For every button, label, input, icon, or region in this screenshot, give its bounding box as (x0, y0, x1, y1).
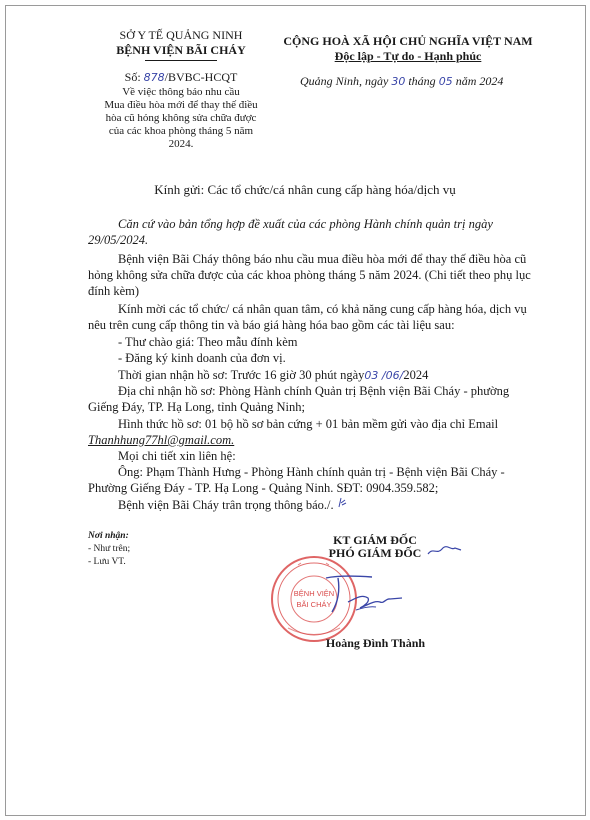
recipients-title: Nơi nhận: (88, 531, 129, 541)
basis-paragraph: Căn cứ vào bản tổng hợp đề xuất của các phòng Hành chính quản trị ngày 29/05/2024. (88, 217, 493, 247)
date-prefix: Quảng Ninh, ngày (300, 74, 392, 88)
recipient-item: - Như trên; (88, 544, 131, 554)
subject-line: Mua điều hòa mới để thay thế điều (104, 99, 258, 111)
invitation-paragraph: Kính mời các tổ chức/ cá nhân quan tâm, có khả năng cung cấp hàng hóa, dịch vụ nêu trên cung cấp thông tin và báo giá hàng hóa bao gồm các tài liệu sau: (88, 302, 527, 332)
initial-mark-icon (337, 497, 347, 509)
national-title: CỘNG HOÀ XÃ HỘI CHỦ NGHĨA VIỆT NAM (283, 34, 533, 48)
subject-line: Về việc thông báo nhu cầu (122, 86, 240, 98)
issue-date (300, 74, 540, 89)
stamp-line-2: BÃI CHÁY (296, 600, 332, 609)
subject-line: 2024. (168, 138, 194, 150)
doc-number (96, 70, 266, 85)
doc-number-suffix: /BVBC-HCQT (164, 70, 238, 84)
doc-number-prefix: Số: (124, 70, 144, 84)
address-paragraph: Địa chỉ nhận hồ sơ: Phòng Hành chính Quản trị Bệnh viện Bãi Cháy - phường Giếng Đáy, TP. Hạ Long, tỉnh Quảng Ninh; (88, 384, 510, 414)
deadline-prefix: Thời gian nhận hồ sơ: Trước 16 giờ 30 phút ngày (118, 368, 365, 382)
date-month-handwritten: 05 (438, 75, 453, 88)
handwritten-signature (318, 568, 410, 620)
subject-block (92, 86, 270, 151)
department-name: SỞ Y TẾ QUẢNG NINH (119, 28, 243, 42)
closing-text: Bệnh viện Bãi Cháy trân trọng thông báo./. (118, 498, 334, 512)
signature-role-2: PHÓ GIÁM ĐỐC (328, 546, 422, 560)
hospital-underline (145, 60, 217, 61)
deadline-year: 2024 (403, 368, 429, 382)
document-item: - Đăng ký kinh doanh của đơn vị. (118, 351, 286, 365)
hospital-name: BỆNH VIỆN BÃI CHÁY (116, 43, 246, 57)
doc-number-handwritten: 878 (143, 71, 165, 84)
date-day-handwritten: 30 (391, 75, 406, 88)
signer-name: Hoàng Đình Thành (325, 636, 426, 650)
date-suffix: năm 2024 (452, 74, 504, 88)
greeting: Kính gửi: Các tổ chức/cá nhân cung cấp hàng hóa/dịch vụ (154, 182, 456, 197)
closing-line (118, 497, 347, 513)
document-item: - Thư chào giá: Theo mẫu đính kèm (118, 335, 298, 349)
handwritten-initial-icon (425, 543, 465, 559)
deadline-line (118, 367, 428, 384)
subject-line: của các khoa phòng tháng 5 năm (108, 125, 254, 137)
submission-line: Hình thức hồ sơ: 01 bộ hồ sơ bản cứng + 01 bản mềm gửi vào địa chỉ Email (118, 417, 499, 431)
contact-intro: Mọi chi tiết xin liên hệ: (118, 449, 236, 463)
national-motto: Độc lập - Tự do - Hạnh phúc (334, 49, 482, 63)
contact-email: Thanhhung77hl@gmail.com. (88, 433, 235, 447)
date-middle: tháng (405, 74, 439, 88)
recipients-block (88, 530, 130, 569)
contact-paragraph: Ông: Phạm Thành Hưng - Phòng Hành chính quản trị - Bệnh viện Bãi Cháy - Phường Giếng Đáy - TP. Hạ Long - Quảng Ninh. SĐT: 0904.359.582; (88, 465, 505, 495)
recipient-item: - Lưu VT. (88, 557, 126, 567)
announcement-paragraph: Bệnh viện Bãi Cháy thông báo nhu cầu mua điều hòa mới để thay thế điều hòa cũ hỏng không sửa chữa được của các khoa phòng tháng 5 năm 2024. (Chi tiết theo phụ lục đính kèm) (88, 252, 531, 298)
deadline-date-handwritten: 03 /06/ (364, 369, 404, 382)
subject-line: hòa cũ hỏng không sửa chữa được (105, 112, 257, 124)
stamp-line-1: BỆNH VIỆN (293, 589, 335, 598)
signature-role-1: KT GIÁM ĐỐC (333, 533, 417, 547)
